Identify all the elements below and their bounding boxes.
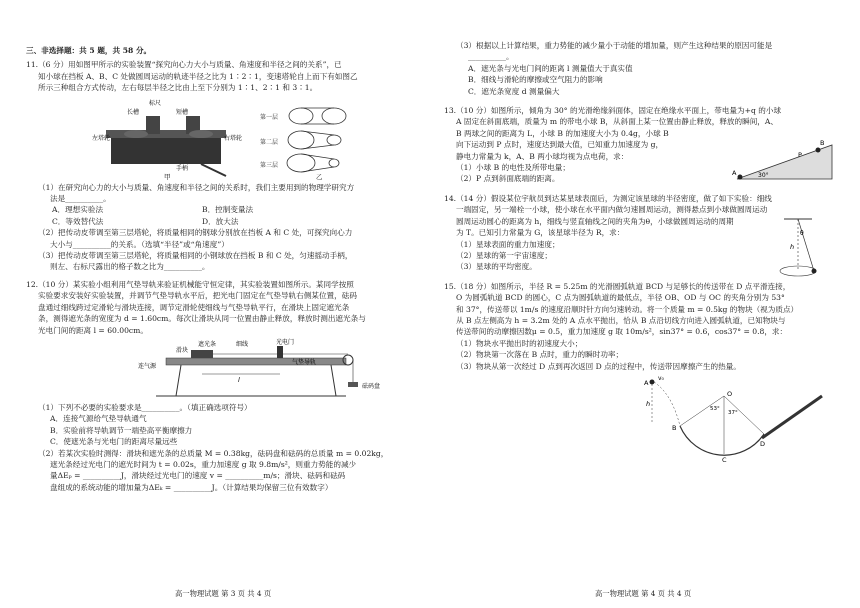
- label-p: P: [798, 151, 802, 160]
- arc-conveyor-diagram: [444, 374, 844, 462]
- label-xixian: 细线: [236, 340, 249, 348]
- q12-option-b: B．实验前将导轨调节一端垫高平衡摩擦力: [50, 425, 193, 435]
- weight-pan: [348, 382, 358, 387]
- q11-s1b: 法是__________。: [50, 194, 111, 204]
- label-53: 53°: [710, 405, 720, 412]
- label-h: h: [790, 242, 795, 251]
- q11-s2a: （2）把传动皮带调至第三层塔轮，将质量相同的钢球分别放在挡板 A 和 C 处，可探究向心力: [38, 228, 353, 238]
- label-layer1: 第一层: [260, 113, 279, 121]
- question-11: [26, 59, 416, 272]
- q12-option-a: A．连接气源给气垫导轨通气: [50, 414, 147, 424]
- label-shoubing: 手柄: [176, 164, 189, 172]
- left-post: [146, 116, 160, 134]
- q12-s2d: 盘组成的系统动能的增加量为ΔEₖ = __________J。（计算结果均保留三位有效数字）: [50, 482, 333, 492]
- q12-part3: [444, 40, 846, 97]
- slider-block: [191, 350, 213, 358]
- pendulum-ball: [812, 268, 817, 273]
- q11-option-d: D．放大法: [202, 216, 239, 226]
- q12s3-option-a: A．遮光条与光电门间的距离 l 测量值大于真实值: [468, 63, 633, 73]
- q12s3-option-c: C．遮光条宽度 d 测量偏大: [468, 86, 560, 96]
- ball-a: [738, 175, 743, 180]
- label-huakuai: 滑块: [176, 346, 189, 354]
- q12-figure: [26, 338, 416, 400]
- q12-line2: 实验要求安装好实验装置，并调节气垫导轨水平后，把光电门固定在气垫导轨右侧某位置，砝码: [38, 291, 357, 301]
- q15-line2: O 为圆弧轨道 BCD 的圆心，C 点为圆弧轨道的最低点，半径 OB、OD 与 OC 的夹角分别为 53°: [456, 293, 785, 303]
- pendulum-string: [798, 219, 814, 271]
- ball-b: [816, 148, 821, 153]
- q14-line7: （3）星球的平均密度。: [456, 262, 537, 272]
- point-a-ball: [650, 379, 655, 384]
- label-layer3: 第三层: [260, 161, 279, 169]
- label-qidianyuan: 连气源: [138, 362, 157, 370]
- label-guangdianmen: 光电门: [276, 338, 295, 346]
- label-angle: 30°: [758, 172, 769, 180]
- label-a: A: [644, 378, 649, 387]
- section-heading: 三、非选择题：共 5 题，共 58 分。: [26, 46, 152, 55]
- incline-diagram: [732, 137, 842, 187]
- label-famapan: 砝码盘: [362, 382, 381, 390]
- caption-jia: 甲: [164, 172, 171, 180]
- q11-apparatus-diagram: [26, 96, 416, 180]
- apparatus-jia: [92, 99, 242, 180]
- q11-options-row1: [26, 204, 416, 215]
- q15-line8: （3）物块从第一次经过 D 点到再次返回 D 点的过程中，传送带因摩擦产生的热量。: [456, 361, 741, 371]
- question-12: [26, 279, 416, 493]
- q12s3-option-b: B．细线与滑轮的摩擦或空气阻力的影响: [468, 75, 603, 85]
- apparatus-base: [111, 134, 221, 164]
- q13-line3: B 两球之间的距离为 L，小球 B 的加速度大小为 0.4g，小球 B: [456, 128, 669, 138]
- label-layer2: 第二层: [260, 138, 279, 146]
- q14-line5: （1）星球表面的重力加速度；: [456, 239, 560, 249]
- q11-line1: 11.（6 分）用如图甲所示的实验装置“探究向心力大小与质量、角速度和半径之间的关系”，已: [26, 60, 342, 70]
- q11-s3b: 则左、右标尺露出的格子数之比为__________。: [50, 262, 210, 272]
- label-b: B: [672, 423, 677, 432]
- q14-line4: 为 T。已知引力常量为 G，该星球半径为 R，求：: [456, 228, 625, 238]
- conical-pendulum-diagram: [762, 215, 842, 285]
- q15-line6: （1）物块水平抛出时的初速度大小；: [456, 338, 583, 348]
- q14-line2: 一端固定，另一端栓一小球，使小球在水平面内做匀速圆周运动，测得悬点到小球做圆周运动: [456, 205, 768, 215]
- q13-line1: 13.（10 分）如图所示，倾角为 30° 的光滑绝缘斜面体，固定在绝缘水平面上，带电量为+q 的小球: [444, 106, 782, 116]
- q12-s2a: （2）若某次实验时测得：滑块和遮光条的总质量 M = 0.38kg，砝码盘和砝码的总质量 m = 0.02kg，: [38, 448, 389, 458]
- q13-line6: （1）小球 B 的电性及所带电量；: [456, 163, 570, 173]
- q15-line4: 从 B 点左侧高为 h = 3.2m 处的 A 点水平抛出，恰从 B 点沿切线方向进入圆弧轨道，已知物块与: [456, 315, 786, 325]
- footer-page3: 高一物理试题 第 3 页 共 4 页: [175, 588, 272, 598]
- q11-options-row2: [26, 216, 416, 227]
- question-13: [444, 105, 846, 185]
- label-l: l: [238, 375, 240, 384]
- question-15: [444, 281, 846, 466]
- label-theta: θ: [800, 229, 804, 237]
- q13-line5: 静电力常量为 k，A、B 两小球均视为点电荷，求：: [456, 151, 629, 161]
- label-qidiandaogui: 气垫导轨: [292, 358, 317, 366]
- label-v0: v₀: [658, 374, 664, 382]
- right-wheel: [189, 130, 213, 138]
- q11-figure: [26, 96, 416, 180]
- q15-line5: 传送带间的动摩擦因数μ = 0.5，重力加速度 g 取 10m/s²，sin37° = 0.6，cos37° = 0.8，求：: [456, 327, 788, 337]
- label-o: O: [727, 389, 733, 398]
- label-zuotalun: 左塔轮: [92, 134, 111, 142]
- q13-line4: 向下运动到 P 点时，速度达到最大值，已知重力加速度为 g，: [456, 140, 664, 150]
- q14-line3: 圆周运动圆心的距离为 h，细线与竖直轴线之间的夹角为θ，小球做圆周运动的周期: [456, 216, 734, 226]
- left-wheel: [124, 130, 148, 138]
- air-track: [166, 358, 346, 365]
- label-youtalun: 右塔轮: [224, 134, 243, 142]
- q15-line1: 15.（18 分）如图所示，半径 R = 5.25m 的光滑圆弧轨道 BCD 与足够长的传送带在 D 点平滑连接，: [444, 281, 791, 291]
- q12-line4: 条，测得遮光条的宽度为 d = 1.60cm。每次让滑块从同一位置由静止释放，释放时测出遮光条与: [38, 314, 366, 324]
- q11-option-b: B．控制变量法: [202, 205, 254, 215]
- right-page: [430, 0, 860, 608]
- label-zheguangtiao: 遮光条: [198, 340, 217, 348]
- label-b: B: [820, 139, 825, 148]
- caption-yi: 乙: [316, 172, 323, 180]
- footer-page4: 高一物理试题 第 4 页 共 4 页: [595, 588, 692, 598]
- q12-s1: （1）下列不必要的实验要求是__________。（填正确选项符号）: [38, 402, 252, 412]
- projectile-path: [654, 382, 680, 426]
- label-c: C: [722, 455, 727, 462]
- q11-line3: 所示三种组合方式传动，左右每层半径之比由上至下分别为 1∶1、2∶1 和 3∶1。: [38, 83, 318, 93]
- q11-option-a: A．理想实验法: [52, 205, 104, 215]
- q11-s3a: （3）把传动皮带调至第三层塔轮，将质量相同的小钢球放在挡板 B 和 C 处，匀速摇动手柄，: [38, 251, 353, 261]
- label-d: D: [760, 439, 766, 448]
- q12-line1: 12.（10 分）某实验小组利用气垫导轨来验证机械能守恒定律，其实验装置如图所示。某同学按照: [26, 279, 354, 289]
- q12-s2b: 遮光条经过光电门的遮光时间为 t = 0.02s，重力加速度 g 取 9.8m/s²，则重力势能的减少: [50, 459, 357, 469]
- q13-line7: （2）P 点到斜面底端的距离。: [456, 174, 560, 184]
- track-leg-right: [331, 365, 336, 396]
- q12-line3: 盘通过细线跨过定滑轮与滑块连接，调节定滑轮使细线与气垫导轨平行，在滑块上固定遮光条: [38, 302, 350, 312]
- q12-s2c: 量ΔEₚ = __________J，滑块经过光电门的速度 v = __________m/s；滑块、砝码和砝码: [50, 471, 346, 481]
- q11-s2b: 大小与__________的关系。（选填“半径”或“角速度”）: [50, 239, 229, 249]
- q12-option-c: C．使遮光条与光电门的距离尽量远些: [50, 437, 178, 447]
- q15-line3: 和 37°，传送带以 1m/s 的速度沿顺时针方向匀速转动。将一个质量 m = 0.5kg 的物块（视为质点）: [456, 304, 799, 314]
- label-a: A: [732, 169, 737, 178]
- pulleys-yi: [260, 108, 346, 180]
- label-h: h: [646, 399, 651, 408]
- question-14: [444, 193, 846, 273]
- q11-line2: 知小球在挡板 A、B、C 处做圆周运动的轨迹半径之比为 1∶2∶1，变速塔轮自上而下有如图乙: [38, 71, 358, 81]
- arc-track: [680, 426, 764, 455]
- label-37: 37°: [728, 409, 738, 416]
- q12s3-line2: __________。: [468, 52, 514, 62]
- air-track-diagram: [26, 338, 416, 400]
- q11-option-c: C．等效替代法: [52, 216, 104, 226]
- conveyor-belt: [762, 396, 822, 438]
- q12-line5: 光电门间的距离 l = 60.00cm。: [38, 325, 148, 335]
- q14-line1: 14.（14 分）假设某位宇航员到达某星球表面后，为测定该星球的半径密度，做了如下实验：细线: [444, 193, 772, 203]
- label-biaochi: 标尺: [149, 99, 162, 107]
- q11-s1a: （1）在研究向心力的大小与质量、角速度和半径之间的关系时，我们主要用到的物理学研究方: [38, 182, 355, 192]
- photogate: [277, 346, 283, 358]
- q14-line6: （2）星球的第一宇宙速度；: [456, 250, 552, 260]
- label-duancao: 短槽: [176, 108, 189, 116]
- q13-line2: A 固定在斜面底端，质量为 m 的带电小球 B，从斜面上某一位置由静止释放，释放的瞬间，A、: [456, 117, 778, 127]
- q15-line7: （2）物块第一次落在 B 点时，重力的瞬时功率；: [456, 350, 624, 360]
- q12s3-line1: （3）根据以上计算结果，重力势能的减少量小于动能的增加量，则产生这种结果的原因可能是: [456, 41, 773, 50]
- crank-handle: [201, 164, 226, 176]
- label-changcao: 长槽: [127, 108, 140, 116]
- track-leg-left: [176, 365, 181, 396]
